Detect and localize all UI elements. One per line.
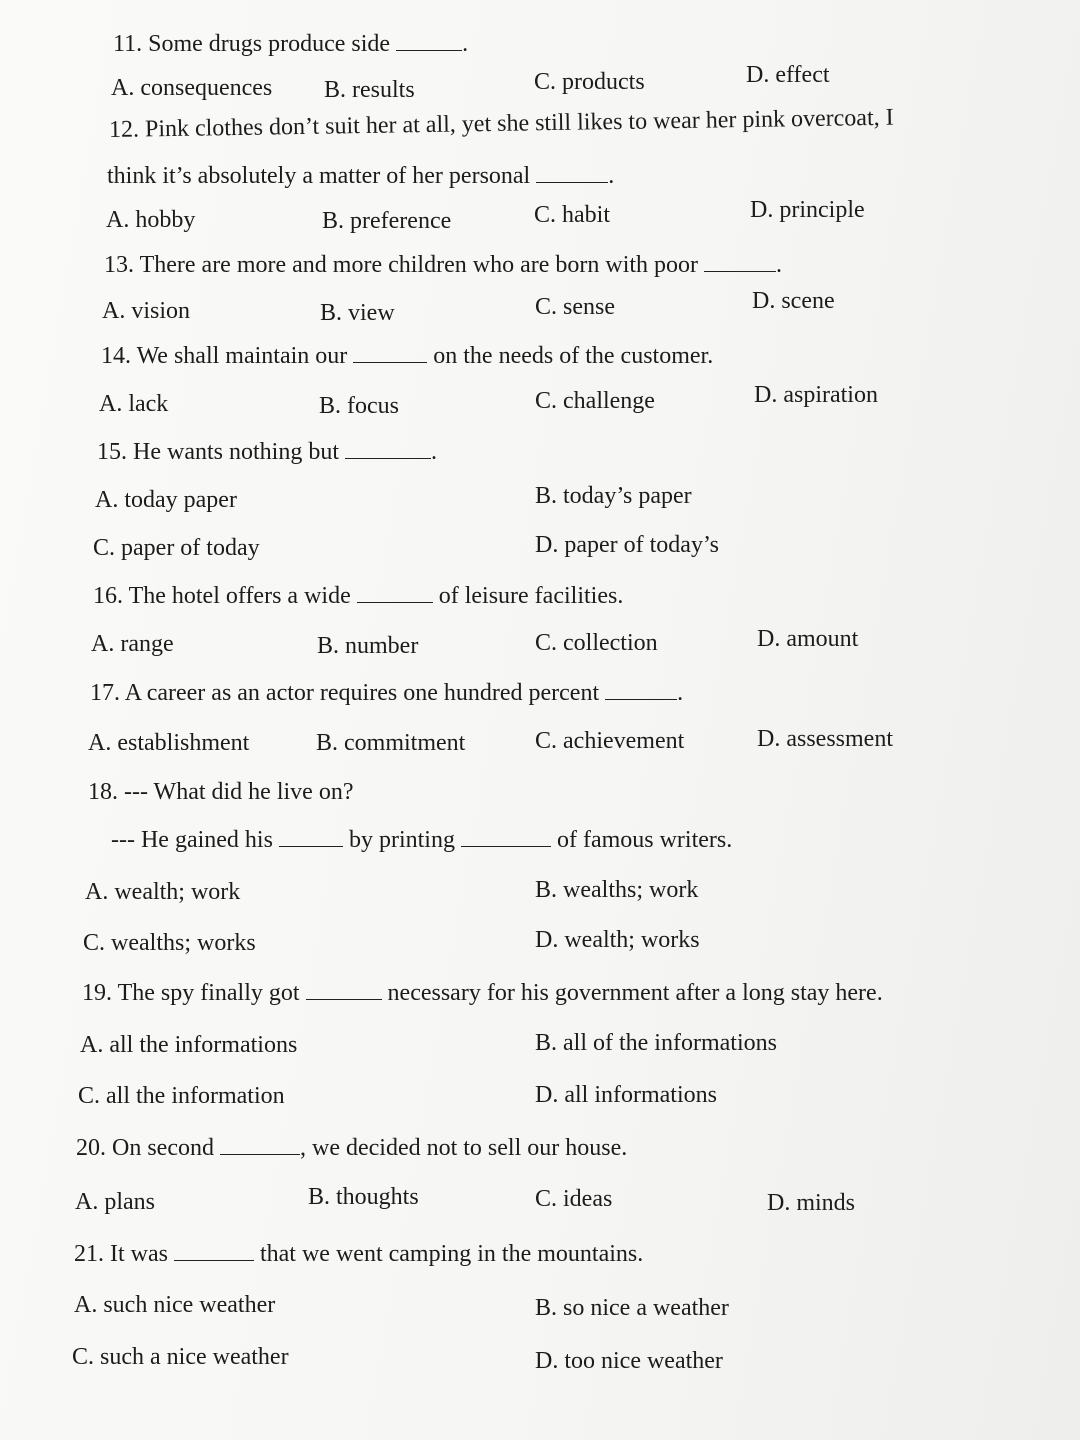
question-number: 21.: [74, 1241, 110, 1267]
question-text: There are more and more children who are born with poor: [139, 252, 705, 278]
question-text: by printing: [342, 827, 461, 853]
question-number: 15.: [97, 439, 133, 465]
question-11: [113, 30, 468, 58]
option-c[interactable]: C. collection: [535, 630, 658, 656]
option-d[interactable]: D. scene: [752, 288, 835, 314]
question-number: 12.: [108, 116, 146, 143]
option-d[interactable]: D. too nice weather: [535, 1348, 723, 1374]
answer-blank: [174, 1242, 254, 1261]
option-a[interactable]: A. establishment: [88, 730, 250, 756]
question-13: [104, 251, 782, 279]
question-text-end: .: [677, 680, 684, 706]
option-a[interactable]: A. vision: [102, 298, 191, 324]
question-text: It was: [110, 1241, 174, 1267]
question-20: [76, 1134, 627, 1162]
option-a[interactable]: A. plans: [75, 1189, 155, 1215]
option-b[interactable]: B. preference: [322, 208, 452, 234]
option-c[interactable]: C. challenge: [535, 388, 655, 414]
option-c[interactable]: C. such a nice weather: [72, 1344, 289, 1370]
option-a[interactable]: A. hobby: [106, 207, 196, 233]
answer-blank: [220, 1136, 300, 1155]
question-18-line2: [111, 826, 732, 854]
question-text-end: , we decided not to sell our house.: [299, 1135, 628, 1161]
question-text: think it’s absolutely a matter of her personal: [107, 163, 537, 189]
option-b[interactable]: B. results: [324, 77, 415, 103]
question-text: --- What did he live on?: [124, 779, 354, 805]
question-text: A career as an actor requires one hundred percent: [124, 680, 606, 706]
option-a[interactable]: A. all the informations: [80, 1032, 298, 1058]
option-a[interactable]: A. such nice weather: [74, 1292, 276, 1318]
answer-blank: [357, 584, 433, 603]
question-text-end: of famous writers.: [550, 827, 733, 853]
question-text: We shall maintain our: [136, 343, 354, 369]
option-a[interactable]: A. wealth; work: [85, 879, 241, 905]
question-text-end: on the needs of the customer.: [427, 343, 714, 369]
question-text-end: .: [462, 31, 469, 57]
option-d[interactable]: D. effect: [746, 62, 830, 88]
question-text: The hotel offers a wide: [128, 583, 357, 609]
question-text: The spy finally got: [117, 980, 306, 1006]
option-c[interactable]: C. sense: [535, 294, 615, 320]
option-c[interactable]: C. paper of today: [93, 535, 260, 561]
answer-blank: [396, 32, 462, 51]
option-c[interactable]: C. ideas: [535, 1186, 613, 1212]
question-text-end: that we went camping in the mountains.: [253, 1241, 644, 1267]
option-d[interactable]: D. wealth; works: [535, 927, 700, 953]
option-d[interactable]: D. amount: [757, 626, 859, 652]
option-b[interactable]: B. commitment: [316, 730, 466, 756]
question-number: 16.: [93, 583, 129, 609]
question-17: [90, 679, 683, 707]
option-a[interactable]: A. lack: [99, 391, 169, 417]
question-15: [97, 438, 437, 466]
question-text: Some drugs produce side: [148, 31, 397, 57]
option-b[interactable]: B. today’s paper: [535, 483, 692, 509]
question-number: 11.: [113, 31, 149, 57]
question-text-end: of leisure facilities.: [432, 583, 624, 609]
option-a[interactable]: A. today paper: [95, 487, 237, 513]
question-text: On second: [112, 1135, 220, 1161]
question-text: Pink clothes don’t suit her at all, yet she still likes to wear her pink overcoat, I: [144, 104, 894, 143]
answer-blank: [353, 344, 427, 363]
option-d[interactable]: D. assessment: [757, 726, 893, 752]
answer-blank: [605, 681, 677, 700]
option-c[interactable]: C. wealths; works: [83, 930, 256, 956]
question-number: 18.: [88, 779, 124, 805]
option-c[interactable]: C. products: [534, 69, 645, 95]
option-d[interactable]: D. minds: [767, 1190, 856, 1216]
question-18: [88, 778, 353, 806]
question-text: He wants nothing but: [133, 439, 345, 465]
question-number: 20.: [76, 1135, 112, 1161]
option-c[interactable]: C. habit: [534, 202, 610, 228]
option-c[interactable]: C. all the information: [78, 1083, 285, 1109]
question-19: [82, 979, 883, 1007]
option-a[interactable]: A. range: [91, 631, 174, 657]
option-d[interactable]: D. all informations: [535, 1082, 717, 1108]
question-text-end: .: [430, 439, 437, 465]
option-b[interactable]: B. focus: [319, 393, 399, 419]
option-b[interactable]: B. wealths; work: [535, 877, 699, 903]
answer-blank: [704, 253, 776, 272]
question-14: [101, 342, 713, 370]
question-number: 19.: [82, 980, 118, 1006]
answer-blank: [345, 440, 431, 459]
question-number: 14.: [101, 343, 137, 369]
question-12: [109, 104, 894, 144]
question-text: --- He gained his: [111, 827, 279, 853]
answer-blank: [306, 981, 382, 1000]
question-21: [74, 1240, 643, 1268]
question-16: [93, 582, 623, 610]
question-number: 13.: [104, 252, 140, 278]
answer-blank-1: [279, 828, 343, 847]
option-a[interactable]: A. consequences: [111, 75, 273, 101]
option-b[interactable]: B. number: [317, 633, 419, 659]
option-b[interactable]: B. so nice a weather: [535, 1295, 729, 1321]
question-text-end: .: [776, 252, 783, 278]
question-text-end: necessary for his government after a long stay here.: [381, 980, 883, 1006]
question-12-line2: [107, 162, 614, 190]
option-d[interactable]: D. principle: [750, 197, 865, 223]
option-b[interactable]: B. all of the informations: [535, 1030, 777, 1056]
answer-blank: [536, 164, 608, 183]
question-number: 17.: [90, 680, 125, 706]
answer-blank-2: [461, 828, 551, 847]
option-b[interactable]: B. thoughts: [308, 1184, 419, 1210]
option-b[interactable]: B. view: [320, 300, 395, 326]
option-c[interactable]: C. achievement: [535, 728, 685, 754]
question-text-end: .: [608, 163, 615, 189]
option-d[interactable]: D. paper of today’s: [535, 532, 719, 558]
option-d[interactable]: D. aspiration: [754, 382, 878, 408]
